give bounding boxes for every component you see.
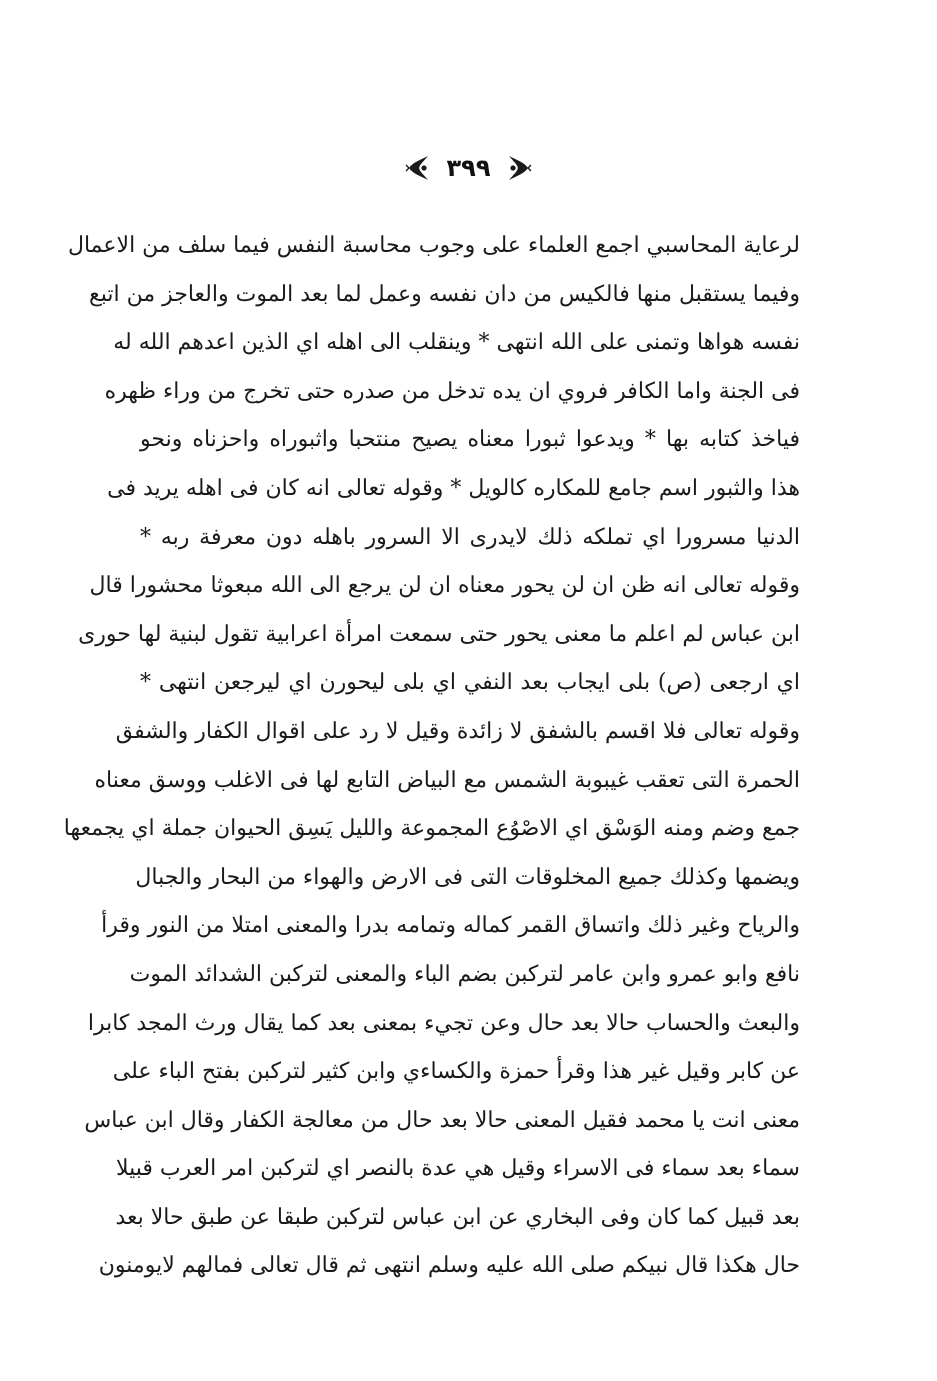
text-line: فياخذ كتابه بها * ويدعوا ثبورا معناه يصيح منتحبا واثبوراه واحزناه ونحو <box>140 427 800 453</box>
text-line: اي ارجعى (ص) بلى ايجاب بعد النفي اي بلى ليحورن اي ليرجعن انتهى * <box>140 670 800 696</box>
text-line: وقوله تعالى فلا اقسم بالشفق لا زائدة وقيل لا رد على اقوال الكفار والشفق <box>115 718 800 744</box>
text-line: الدنيا مسرورا اي تملكه ذلك لايدرى الا السرور باهله دون معرفة ربه * <box>140 524 800 550</box>
text-line: فى الجنة واما الكافر فروي ان يده تدخل من صدره حتى تخرج من وراء ظهره <box>104 378 800 404</box>
page-header <box>0 148 937 188</box>
text-line: والبعث والحساب حالا بعد حال وعن تجيء بمعنى بعد كما يقال ورث المجد كابرا <box>87 1010 800 1036</box>
text-line: ابن عباس لم اعلم ما معنى يحور حتى سمعت امرأة اعرابية تقول لبنية لها حورى <box>78 621 800 647</box>
text-line: جمع وضم ومنه الوَسْق اي الاصْوُع المجموعة والليل يَسِق الحيوان جملة اي يجمعها <box>63 816 800 842</box>
text-line: ويضمها وكذلك جميع المخلوقات التى فى الارض والهواء من البحار والجبال <box>135 864 800 890</box>
text-line: والرياح وغير ذلك واتساق القمر كماله وتمامه بدرا والمعنى امتلا من النور وقرأ <box>101 913 800 939</box>
page-number: ٣٩٩ <box>446 154 491 182</box>
text-line: لرعاية المحاسبي اجمع العلماء على وجوب محاسبة النفس فيما سلف من الاعمال <box>67 233 800 258</box>
text-line: وقوله تعالى انه ظن ان لن يحور معناه ان لن يرجع الى الله مبعوثا محشورا قال <box>89 573 800 599</box>
text-line: عن كابر وقيل غير هذا وقرأ حمزة والكساءي وابن كثير لتركبن بفتح الباء على <box>112 1059 800 1085</box>
body-text <box>63 222 800 1291</box>
text-line: وفيما يستقبل منها فالكيس من دان نفسه وعمل لما بعد الموت والعاجز من اتبع <box>89 281 800 307</box>
text-line: معنى انت يا محمد فقيل المعنى حالا بعد حال من معالجة الكفار وقال ابن عباس <box>84 1107 800 1133</box>
right-ornament-icon <box>504 153 532 183</box>
text-line: نافع وابو عمرو وابن عامر لتركبن بضم الباء والمعنى لتركبن الشدائد الموت <box>129 961 800 987</box>
text-line: هذا والثبور اسم جامع للمكاره كالويل * وقوله تعالى انه كان فى اهله يريد فى <box>107 475 800 501</box>
text-line: سماء بعد سماء فى الاسراء وقيل هي عدة بالنصر اي لتركبن امر العرب قبيلا <box>115 1156 800 1182</box>
text-line: بعد قبيل كما كان وفى البخاري عن ابن عباس لتركبن طبقا عن طبق حالا بعد <box>115 1204 800 1230</box>
text-line: الحمرة التى تعقب غيبوبة الشمس مع البياض التابع لها فى الاغلب ووسق معناه <box>94 767 800 793</box>
text-line: نفسه هواها وتمنى على الله انتهى * وينقلب الى اهله اي الذين اعدهم الله له <box>113 330 800 356</box>
left-ornament-icon <box>405 153 433 183</box>
text-line: حال هكذا قال نبيكم صلى الله عليه وسلم انتهى ثم قال تعالى فمالهم لايومنون <box>98 1253 800 1279</box>
